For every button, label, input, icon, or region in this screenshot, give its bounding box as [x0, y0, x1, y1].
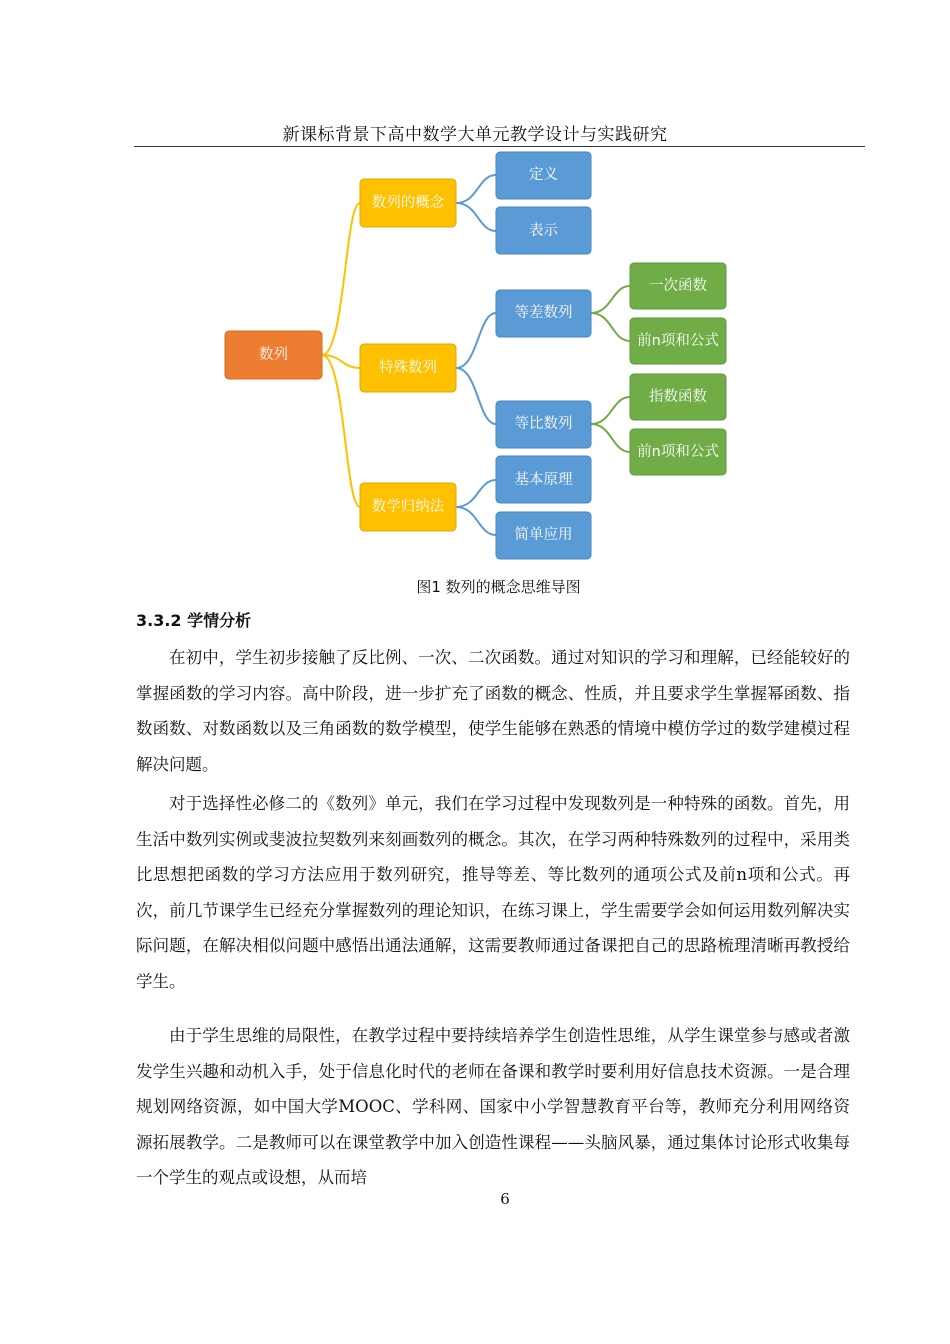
label-definition: 定义 — [529, 167, 558, 183]
label-arith-sum-formula: 前n项和公式 — [637, 333, 719, 349]
branch-label-induction: 数学归纳法 — [371, 499, 445, 515]
paragraph-2: 对于选择性必修二的《数列》单元，我们在学习过程中发现数列是一种特殊的函数。首先，用生活中数列实例或斐波拉契数列来刻画数列的概念。其次，在学习两种特殊数列的过程中，采用类比思想把函数的学习方法应用于数列研究，推导等差、等比数列的通项公式及前n项和公式。再次，前几节课学生已经充分掌握数列的理论知识，在练习课上，学生需要学会如何运用数列解决实际问题，在解决相似问题中感悟出通法通解，这需要教师通过备课把自己的思路梳理清晰再教授给学生。 — [136, 794, 850, 991]
label-simple-application: 简单应用 — [514, 527, 573, 543]
label-basic-principle: 基本原理 — [514, 472, 573, 488]
page-number: 6 — [500, 1190, 510, 1208]
label-geometric-sequence: 等比数列 — [514, 416, 573, 432]
mindmap-diagram — [0, 0, 950, 580]
mindmap-root-label: 数列 — [259, 347, 288, 363]
branch-label-concept: 数列的概念 — [371, 195, 445, 211]
connector-arith-linear — [591, 286, 630, 313]
connector-root-induction — [322, 355, 360, 507]
label-arithmetic-sequence: 等差数列 — [514, 305, 573, 321]
running-header: 新课标背景下高中数学大单元教学设计与实践研究 — [282, 125, 668, 145]
label-geom-sum-formula: 前n项和公式 — [637, 444, 719, 460]
section-number: 3.3.2 — [136, 611, 182, 630]
connector-special-geom — [456, 368, 496, 424]
connector-root-concept — [322, 203, 360, 355]
section-title: 学情分析 — [187, 611, 252, 630]
label-linear-function: 一次函数 — [649, 278, 707, 294]
paragraph-3: 由于学生思维的局限性，在教学过程中要持续培养学生创造性思维，从学生课堂参与感或者激发学生兴趣和动机入手，处于信息化时代的老师在备课和教学时要利用好信息技术资源。一是合理规划网络资源，如中国大学MOOC、学科网、国家中小学智慧教育平台等，教师充分利用网络资源拓展教学。二是教师可以在课堂教学中加入创造性课程——头脑风暴，通过集体讨论形式收集每一个学生的观点或设想，从而培 — [136, 1026, 850, 1187]
section-heading — [136, 608, 251, 631]
connector-concept-rep — [456, 203, 496, 231]
connector-root-special — [322, 355, 360, 368]
branch-label-special: 特殊数列 — [379, 360, 437, 376]
connector-induction-basic — [456, 480, 496, 507]
connector-induction-apply — [456, 507, 496, 535]
label-exponential-function: 指数函数 — [649, 389, 707, 405]
connector-arith-sum — [591, 313, 630, 341]
connector-geom-exp — [591, 397, 630, 424]
connector-special-arith — [456, 313, 496, 368]
label-representation: 表示 — [529, 223, 558, 239]
connector-geom-sum — [591, 424, 630, 452]
figure-caption: 图1 数列的概念思维导图 — [416, 578, 581, 596]
connector-concept-def — [456, 175, 496, 203]
paragraph-1: 在初中，学生初步接触了反比例、一次、二次函数。通过对知识的学习和理解，已经能较好的掌握函数的学习内容。高中阶段，进一步扩充了函数的概念、性质，并且要求学生掌握幂函数、指数函数、对数函数以及三角函数的数学模型，使学生能够在熟悉的情境中模仿学过的数学建模过程解决问题。 — [136, 648, 850, 774]
